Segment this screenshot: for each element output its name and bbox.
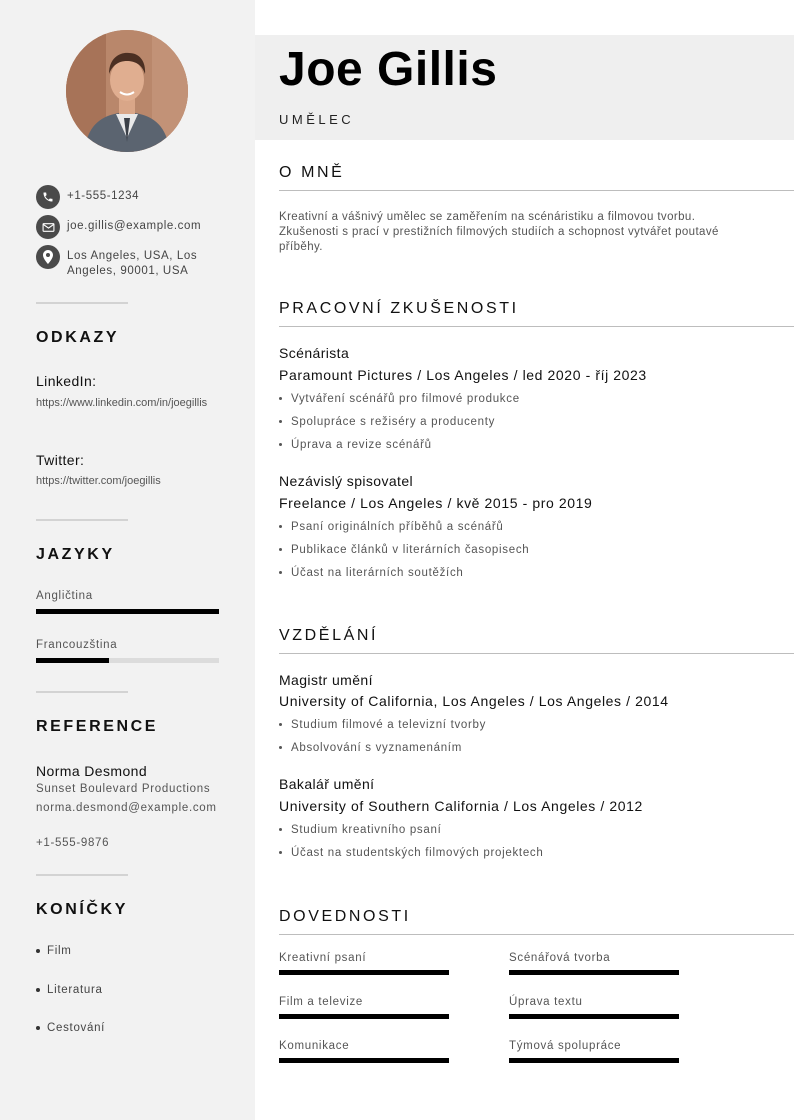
- skill-level-fill: [279, 970, 449, 975]
- divider: [36, 519, 128, 521]
- degree-details: University of Southern California / Los Angeles / 2012: [279, 798, 643, 814]
- degree-title: Bakalář umění: [279, 776, 375, 792]
- contact-email: [36, 215, 217, 239]
- links-heading: ODKAZY: [36, 329, 120, 346]
- language-name: Angličtina: [36, 590, 93, 602]
- list-item: Psaní originálních příběhů a scénářů: [279, 521, 504, 533]
- reference-company: Sunset Boulevard Productions: [36, 783, 211, 795]
- list-item: Účast na studentských filmových projektech: [279, 847, 543, 859]
- degree-title: Magistr umění: [279, 672, 373, 688]
- contact-address: [36, 245, 217, 279]
- job-title: Scénárista: [279, 345, 350, 361]
- reference-phone: +1-555-9876: [36, 837, 110, 849]
- linkedin-link[interactable]: https://www.linkedin.com/in/joegillis: [36, 397, 208, 409]
- language-level-fill: [36, 658, 109, 663]
- about-text: Kreativní a vášnivý umělec se zaměřením na scénáristiku a filmovou tvorbu. Zkušenosti s prací v prestižních filmových studiích a schopnost vytvářet poutavé příběhy.: [279, 211, 719, 253]
- skill-level-bar: [279, 1058, 449, 1063]
- degree-details: University of California, Los Angeles / Los Angeles / 2014: [279, 693, 669, 709]
- page-title: Joe Gillis: [279, 43, 498, 96]
- skill-level-fill: [509, 1058, 679, 1063]
- list-item: Studium kreativního psaní: [279, 824, 441, 836]
- skill-level-fill: [279, 1058, 449, 1063]
- list-item: Vytváření scénářů pro filmové produkce: [279, 393, 520, 405]
- twitter-link[interactable]: https://twitter.com/joegillis: [36, 475, 161, 487]
- list-item: Účast na literárních soutěžích: [279, 567, 464, 579]
- address-text: Los Angeles, USA, Los Angeles, 90001, USA: [67, 250, 198, 277]
- twitter-label: Twitter:: [36, 452, 85, 468]
- hobby-item: Film: [36, 945, 72, 957]
- contact-phone: [36, 185, 217, 209]
- email-text: joe.gillis@example.com: [67, 220, 202, 232]
- divider: [36, 302, 128, 304]
- skill-level-bar: [509, 970, 679, 975]
- skill-name: Scénářová tvorba: [509, 952, 611, 964]
- job-details: Paramount Pictures / Los Angeles / led 2020 - říj 2023: [279, 367, 647, 383]
- language-level-bar: [36, 609, 219, 614]
- skill-level-bar: [509, 1058, 679, 1063]
- language-level-bar: [36, 658, 219, 663]
- phone-icon: [36, 185, 60, 209]
- hobby-item: Literatura: [36, 984, 103, 996]
- list-item: Úprava a revize scénářů: [279, 439, 432, 451]
- list-item: Absolvování s vyznamenáním: [279, 742, 462, 754]
- job-title: Nezávislý spisovatel: [279, 473, 414, 489]
- job-details: Freelance / Los Angeles / kvě 2015 - pro 2019: [279, 495, 593, 511]
- skill-level-fill: [509, 970, 679, 975]
- skill-level-bar: [279, 970, 449, 975]
- skill-name: Týmová spolupráce: [509, 1040, 622, 1052]
- list-item: Publikace článků v literárních časopisech: [279, 544, 529, 556]
- section-rule: [279, 326, 794, 327]
- skill-name: Komunikace: [279, 1040, 350, 1052]
- job-role: UMĚLEC: [279, 112, 355, 127]
- section-rule: [279, 934, 794, 935]
- location-pin-icon: [36, 245, 60, 269]
- list-item: Studium filmové a televizní tvorby: [279, 719, 486, 731]
- language-name: Francouzština: [36, 639, 118, 651]
- divider: [36, 691, 128, 693]
- phone-text: +1-555-1234: [67, 190, 140, 202]
- section-rule: [279, 653, 794, 654]
- avatar: [66, 30, 188, 152]
- reference-name: Norma Desmond: [36, 763, 148, 779]
- skill-level-bar: [509, 1014, 679, 1019]
- skill-name: Kreativní psaní: [279, 952, 367, 964]
- skill-name: Úprava textu: [509, 996, 583, 1008]
- languages-heading: JAZYKY: [36, 546, 115, 563]
- reference-email: norma.desmond@example.com: [36, 802, 217, 814]
- section-rule: [279, 190, 794, 191]
- language-level-fill: [36, 609, 219, 614]
- education-heading: VZDĚLÁNÍ: [279, 627, 379, 644]
- hobbies-heading: KONÍČKY: [36, 901, 128, 918]
- experience-heading: PRACOVNÍ ZKUŠENOSTI: [279, 300, 519, 317]
- skills-heading: DOVEDNOSTI: [279, 908, 411, 925]
- divider: [36, 874, 128, 876]
- reference-heading: REFERENCE: [36, 718, 159, 735]
- about-heading: O MNĚ: [279, 164, 345, 181]
- hobby-item: Cestování: [36, 1022, 105, 1034]
- skill-level-fill: [279, 1014, 449, 1019]
- skill-level-bar: [279, 1014, 449, 1019]
- email-icon: [36, 215, 60, 239]
- profile-photo: [66, 30, 188, 152]
- skill-level-fill: [509, 1014, 679, 1019]
- sidebar: [0, 0, 255, 1120]
- list-item: Spolupráce s režiséry a producenty: [279, 416, 495, 428]
- linkedin-label: LinkedIn:: [36, 373, 97, 389]
- skill-name: Film a televize: [279, 996, 363, 1008]
